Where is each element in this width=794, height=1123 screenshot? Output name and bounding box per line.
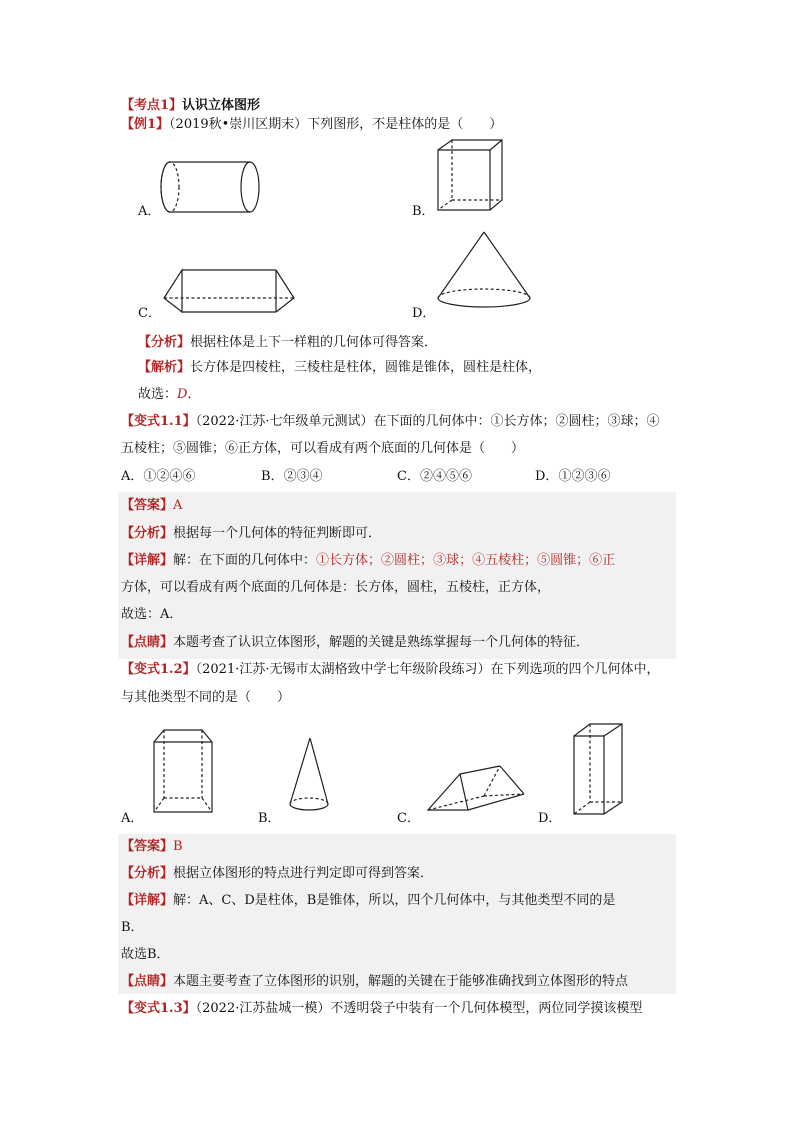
v12-option-c: C． [397,811,420,826]
v11-answer-tag: 【答案】 [121,498,174,513]
ex1-option-d: D． [412,306,436,321]
v12-line1: （2021·江苏·无锡市太湖格致中学七年级阶段练习）在下列选项的四个几何体中， [195,662,660,677]
ex1-option-c: C． [138,306,161,321]
v12-comment-tag: 【点睛】 [121,974,174,989]
v12-answer-value: B [173,839,183,854]
v11-detail-item: ⑤圆锥； [537,553,590,568]
ex1-analysis-tag: 【分析】 [138,335,191,350]
triangular-prism-figure [424,764,530,814]
v11-detail-item: ①长方体； [316,553,382,568]
v11-option-b: B．②③④ [261,469,323,484]
v11-comment [121,633,589,653]
cone-figure [434,228,544,318]
section-heading [121,96,260,116]
v12-detail-line-2: B． [121,920,144,935]
v12-answer-block [118,834,676,994]
v12-comment-text: 本题主要考查了立体图形的识别，解题的关键在于能够准确找到立体图形的特点 [173,974,629,989]
v11-option-c: C．②④⑤⑥ [397,469,472,484]
rectangular-prism-figure [570,722,626,818]
pentagonal-prism-figure [150,726,218,818]
v13-line1: （2022·江苏盐城一模）不透明袋子中装有一个几何体模型，两位同学摸该模型 [195,1001,643,1016]
v11-line1: （2022·江苏·七年级单元测试）在下面的几何体中：①长方体；②圆柱；③球；④ [195,414,660,429]
ex1-option-a: A． [138,204,161,219]
cone-figure [284,736,334,818]
v11-detail-item: ②圆柱； [381,553,434,568]
ex1-analysis [138,333,437,353]
v11-analysis-tag: 【分析】 [121,526,174,541]
v11-option-d: D．①②③⑥ [535,469,611,484]
v13-question-line-1 [121,999,642,1019]
v12-detail-tag: 【详解】 [121,893,174,908]
example-1-text: （2019秋•崇川区期末）下列图形，不是柱体的是（ ） [169,117,503,132]
v12-analysis [121,864,433,884]
v12-question-line-2: 与其他类型不同的是（ ） [121,690,291,705]
v12-detail-line-1 [121,891,615,911]
cube-figure [434,138,506,216]
v12-tag: 【变式1.2】 [121,662,196,677]
v11-answer [121,496,182,516]
v11-detail-line-2: 方体，可以看成有两个底面的几何体是：长方体，圆柱，五棱柱，正方体， [121,580,551,595]
v11-question-line-1 [121,412,659,432]
v12-analysis-tag: 【分析】 [121,866,174,881]
v12-option-b: B． [258,811,281,826]
ex1-choose-suffix: ． [187,387,201,402]
ex1-solution-text: 长方体是四棱柱，三棱柱是柱体，圆锥是锥体，圆柱是柱体， [190,360,542,375]
v11-detail-tag: 【详解】 [121,553,174,568]
v11-detail-item: ③球； [433,553,473,568]
ex1-choose-prefix: 故选： [138,387,178,402]
v11-analysis-text: 根据每一个几何体的特征判断即可． [173,526,382,541]
v11-answer-value: A [173,498,183,513]
v12-choose: 故选B． [121,947,170,962]
v12-option-a: A． [121,811,144,826]
ex1-choose-value: D [177,387,188,402]
heading-tag: 【考点1】 [121,98,183,113]
cylinder-figure [158,158,268,218]
v12-answer [121,837,183,857]
v11-comment-text: 本题考查了认识立体图形，解题的关键是熟练掌握每一个几何体的特征． [173,635,590,650]
ex1-solution-tag: 【解析】 [138,360,191,375]
v11-detail-prefix: 解：在下面的几何体中： [173,553,317,568]
example-1-tag: 【例1】 [121,117,170,132]
v13-tag: 【变式1.3】 [121,1001,196,1016]
v11-choose: 故选：A． [121,607,183,622]
v11-comment-tag: 【点睛】 [121,635,174,650]
v11-question-line-2: 五棱柱；⑤圆锥；⑥正方体，可以看成有两个底面的几何体是（ ） [121,441,525,456]
v11-detail-line-1 [121,551,615,571]
v11-detail-item: ⑥正 [589,553,616,568]
ex1-option-b: B． [412,204,435,219]
v12-comment [121,972,628,992]
v11-tag: 【变式1.1】 [121,414,196,429]
heading-text: 认识立体图形 [182,98,261,113]
v11-detail-item: ④五棱柱； [472,553,538,568]
v11-analysis [121,524,381,544]
triangular-prism-figure [160,262,300,320]
v11-option-a: A．①②④⑥ [121,469,196,484]
v12-option-d: D． [538,811,562,826]
v12-question-line-1 [121,660,659,680]
ex1-solution [138,358,541,378]
v12-detail-text: 解：A、C、D是柱体，B是锥体，所以，四个几何体中，与其他类型不同的是 [173,893,616,908]
v12-analysis-text: 根据立体图形的特点进行判定即可得到答案． [173,866,434,881]
v12-answer-tag: 【答案】 [121,839,174,854]
example-1-question [121,115,502,135]
ex1-analysis-text: 根据柱体是上下一样粗的几何体可得答案． [190,335,438,350]
ex1-choose [138,385,200,405]
